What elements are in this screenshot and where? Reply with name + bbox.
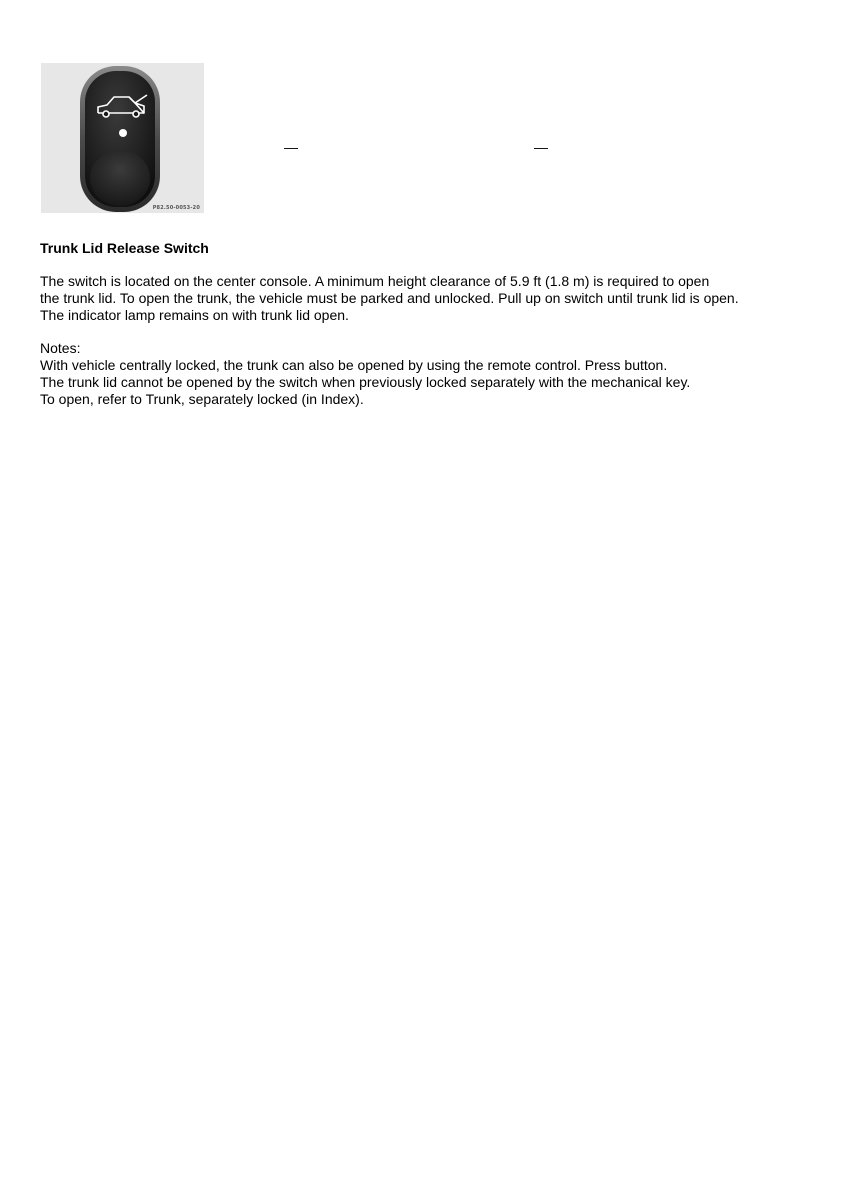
separator-dash: — — [534, 139, 548, 155]
switch-lower-area — [90, 150, 150, 206]
note-line: To open, refer to Trunk, separately locked (in Index). — [40, 391, 364, 407]
section-heading: Trunk Lid Release Switch — [40, 240, 209, 256]
paragraph-line: The switch is located on the center console. A minimum height clearance of 5.9 ft (1.8 m) is required to open — [40, 273, 710, 289]
paragraph-line: the trunk lid. To open the trunk, the vehicle must be parked and unlocked. Pull up on switch until trunk lid is open. — [40, 290, 739, 306]
figure-code: P82.50-0053-20 — [152, 205, 200, 211]
indicator-lamp — [119, 129, 127, 137]
note-line: With vehicle centrally locked, the trunk can also be opened by using the remote control. Press button. — [40, 357, 668, 373]
notes-title: Notes: — [40, 340, 81, 356]
note-line: The trunk lid cannot be opened by the switch when previously locked separately with the mechanical key. — [40, 374, 691, 390]
paragraph-line: The indicator lamp remains on with trunk lid open. — [40, 307, 349, 323]
section-content — [40, 240, 820, 408]
trunk-switch-illustration — [41, 63, 204, 213]
description-paragraph — [40, 273, 820, 324]
trunk-switch-figure — [41, 63, 204, 213]
notes-block — [40, 340, 820, 408]
separator-dash: — — [284, 139, 298, 155]
